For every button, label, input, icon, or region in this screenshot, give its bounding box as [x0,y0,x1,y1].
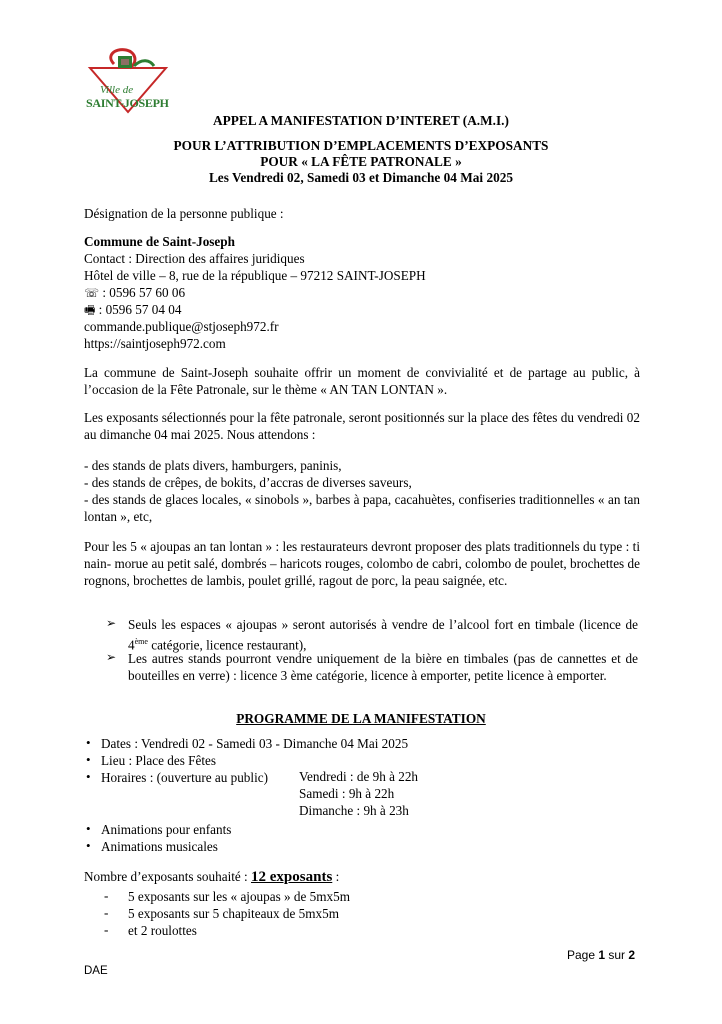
arrow-item-1-sup: ème [134,637,148,646]
contact-fax: : 0596 57 04 04 [98,302,182,317]
exposant-item-3: et 2 roulottes [128,923,197,938]
commune-name: Commune de Saint-Joseph [84,234,235,249]
intro-paragraph: La commune de Saint-Joseph souhaite offrir un moment de convivialité et de partage au public, à l’occasion de la Fête Patronale, sur le thème « AN TAN LONTAN ». [84,365,640,397]
contact-address: Hôtel de ville – 8, rue de la république – 97212 SAINT-JOSEPH [84,268,426,283]
contact-phone: : 0596 57 60 06 [102,285,186,300]
page-current: 1 [598,948,606,962]
contact-direction: Contact : Direction des affaires juridiques [84,251,305,266]
programme-horaires-label: Horaires : (ouverture au public) [101,770,268,785]
contact-email[interactable]: commande.publique@stjoseph972.fr [84,319,279,334]
contact-website[interactable]: https://saintjoseph972.com [84,336,226,351]
arrow-bullet-icon: ➢ [106,650,117,664]
footer-code: DAE [84,965,108,977]
page-mid: sur [605,948,629,962]
ajoupas-paragraph: Pour les 5 « ajoupas an tan lontan » : les restaurateurs devront proposer des plats traditionnels du type : ti nain- morue au petit salé, dombrés – haricots rouges, colombo de cabri, colombo de poulet, brochettes de rognons, brochettes de lambis, poulet grillé, ragout de porc, la peau saignée, etc. [84,539,640,588]
bullet-dot-icon: • [86,838,91,853]
exposant-item-2: 5 exposants sur 5 chapiteaux de 5mx5m [128,906,339,921]
exposants-suffix: : [335,869,340,884]
contact-fax-row [84,301,640,319]
exposants-count-row [84,868,640,886]
programme-lieu: Lieu : Place des Fêtes [101,753,216,768]
exposant-item-1: 5 exposants sur les « ajoupas » de 5mx5m [128,889,350,904]
arrow-item-2: Les autres stands pourront vendre uniquement de la bière en timbales (pas de cannettes et de bouteilles en verre) : licence 3 ème catégorie, licence à emporter, petite licence à emporter. [128,651,638,683]
page-number [567,948,635,962]
phone-icon: ☏ [84,286,100,300]
arrow-item-1-text-end: catégorie, licence restaurant), [147,637,307,653]
bullet-dot-icon: • [86,752,91,767]
programme-title: PROGRAMME DE LA MANIFESTATION [236,711,486,726]
designation-label: Désignation de la personne publique : [84,206,284,221]
stand-item-1: - des stands de plats divers, hamburgers, paninis, [84,458,342,473]
bullet-dot-icon: • [86,769,91,784]
programme-dates: Dates : Vendredi 02 - Samedi 03 - Dimanche 04 Mai 2025 [101,736,409,751]
arrow-bullet-icon: ➢ [106,616,117,630]
exposants-count: 12 exposants [251,869,333,885]
header-line-2: POUR L’ATTRIBUTION D’EMPLACEMENTS D’EXPOSANTS [173,138,549,153]
fax-icon: 🖷 [84,303,96,317]
page-prefix: Page [567,948,599,962]
animations-musicales: Animations musicales [101,839,218,854]
dash-bullet: - [104,888,109,903]
horaires-vendredi: Vendredi : de 9h à 22h [299,769,419,784]
dash-bullet: - [104,905,109,920]
contact-phone-row [84,284,640,302]
stand-item-3: - des stands de glaces locales, « sinobols », barbes à papa, cacahuètes, confiseries traditionnelles « an tan lontan », etc, [84,492,640,524]
bullet-dot-icon: • [86,821,91,836]
horaires-dimanche: Dimanche : 9h à 23h [299,803,409,818]
header-line-4: Les Vendredi 02, Samedi 03 et Dimanche 04 Mai 2025 [208,170,514,185]
page-total: 2 [628,948,636,962]
dash-bullet: - [104,922,109,937]
logo-text-ville: Ville de [100,84,134,96]
animations-enfants: Animations pour enfants [101,822,232,837]
arrow-item-1-text: Seuls les espaces « ajoupas » seront autorisés à vendre de l’alcool fort en timbale (licence de 4 [128,617,638,653]
horaires-samedi: Samedi : 9h à 22h [299,786,395,801]
bullet-dot-icon: • [86,735,91,750]
header-line-3: POUR « LA FÊTE PATRONALE » [260,154,462,169]
logo-text-saint-joseph: SAINT-JOSEPH [86,96,169,110]
exposants-label: Nombre d’exposants souhaité : [84,869,248,884]
stand-item-2: - des stands de crêpes, de bokits, d’accras de diverses saveurs, [84,475,412,490]
exposants-paragraph: Les exposants sélectionnés pour la fête patronale, seront positionnés sur la place des fêtes du vendredi 02 au dimanche 04 mai 2025. Nous attendons : [84,410,640,442]
header-line-1: APPEL A MANIFESTATION D’INTERET (A.M.I.) [213,113,509,128]
arrow-item-1 [128,616,638,653]
